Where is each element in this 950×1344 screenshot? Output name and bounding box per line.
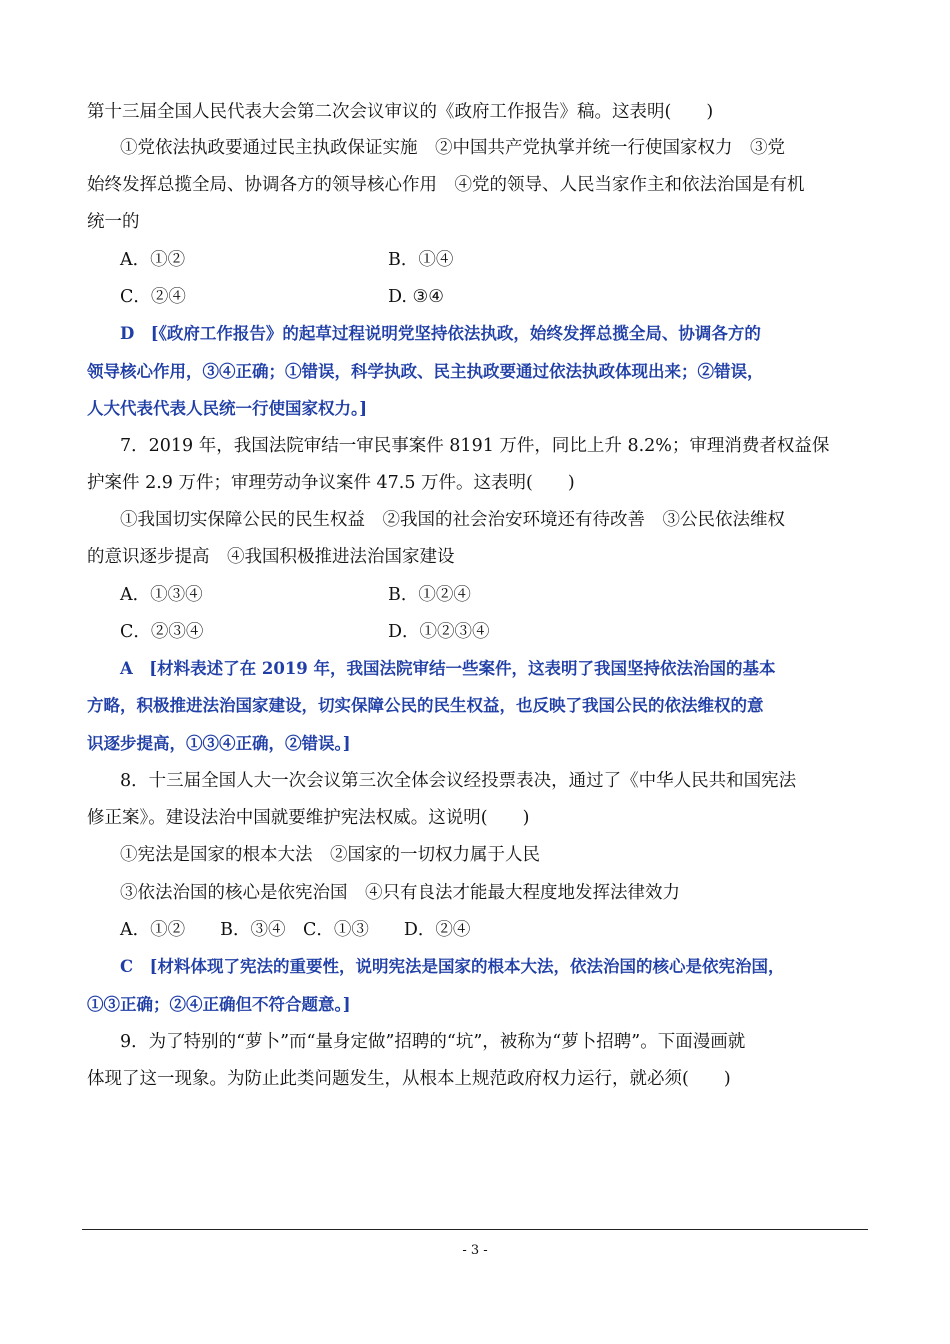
q7-stem-line2: 护案件 2.9 万件；审理劳动争议案件 47.5 万件。这表明( ): [87, 473, 575, 493]
q7-items-line1: ①我国切实保障公民的民生权益 ②我国的社会治安环境还有待改善 ③公民依法维权: [120, 510, 785, 530]
q6-answer-line3: 人大代表代表人民统一行使国家权力。]: [87, 399, 368, 418]
q7-option-d: D．①②③④: [388, 622, 490, 642]
q6-stem: 第十三届全国人民代表大会第二次会议审议的《政府工作报告》稿。这表明( ): [87, 102, 714, 122]
q6-option-c: C．②④: [120, 287, 186, 307]
q8-items-line1: ①宪法是国家的根本大法 ②国家的一切权力属于人民: [120, 845, 540, 865]
q8-answer-line1: C [材料体现了宪法的重要性，说明宪法是国家的根本大法，依法治国的核心是依宪治国，: [120, 957, 785, 976]
q8-items-line2: ③依法治国的核心是依宪治国 ④只有良法才能最大程度地发挥法律效力: [120, 883, 680, 903]
q8-answer-line2: ①③正确；②④正确但不符合题意。]: [87, 995, 351, 1014]
q6-items-line3: 统一的: [87, 212, 140, 232]
q9-stem-line1: 9．为了特别的“萝卜”而“量身定做”招聘的“坑”，被称为“萝卜招聘”。下面漫画就: [120, 1032, 746, 1052]
footer-divider: [82, 1229, 868, 1230]
q6-items-line1: ①党依法执政要通过民主执政保证实施 ②中国共产党执掌并统一行使国家权力 ③党: [120, 138, 785, 158]
q6-answer-line1: D [《政府工作报告》的起草过程说明党坚持依法执政，始终发挥总揽全局、协调各方的: [120, 324, 761, 343]
page-number: - 3 -: [462, 1243, 488, 1258]
q6-option-a: A．①②: [120, 250, 186, 270]
q9-stem-line2: 体现了这一现象。为防止此类问题发生，从根本上规范政府权力运行，就必须( ): [87, 1069, 731, 1089]
q6-answer-line2: 领导核心作用，③④正确；①错误，科学执政、民主执政要通过依法执政体现出来；②错误，: [87, 362, 764, 381]
q8-stem-line2: 修正案》。建设法治中国就要维护宪法权威。这说明( ): [87, 808, 530, 828]
q6-items-line2: 始终发挥总揽全局、协调各方的领导核心作用 ④党的领导、人民当家作主和依法治国是有机: [87, 175, 805, 195]
q7-answer-line2: 方略，积极推进法治国家建设，切实保障公民的民生权益，也反映了我国公民的依法维权的意: [87, 696, 764, 715]
q7-stem-line1: 7．2019 年，我国法院审结一审民事案件 8191 万件，同比上升 8.2%；审理消费者权益保: [120, 436, 830, 456]
q7-answer-line1: A [材料表述了在 2019 年，我国法院审结一些案件，这表明了我国坚持依法治国的基本: [120, 659, 776, 678]
q8-options: A．①② B．③④ C．①③ D．②④: [120, 920, 471, 940]
q7-items-line2: 的意识逐步提高 ④我国积极推进法治国家建设: [87, 547, 455, 567]
q7-option-a: A．①③④: [120, 585, 203, 605]
q7-answer-line3: 识逐步提高，①③④正确，②错误。]: [87, 734, 351, 753]
q6-option-d: D. ③④: [388, 287, 444, 307]
q7-option-b: B．①②④: [388, 585, 471, 605]
q8-stem-line1: 8．十三届全国人大一次会议第三次全体会议经投票表决，通过了《中华人民共和国宪法: [120, 771, 797, 791]
q6-option-b: B．①④: [388, 250, 454, 270]
q7-option-c: C．②③④: [120, 622, 204, 642]
